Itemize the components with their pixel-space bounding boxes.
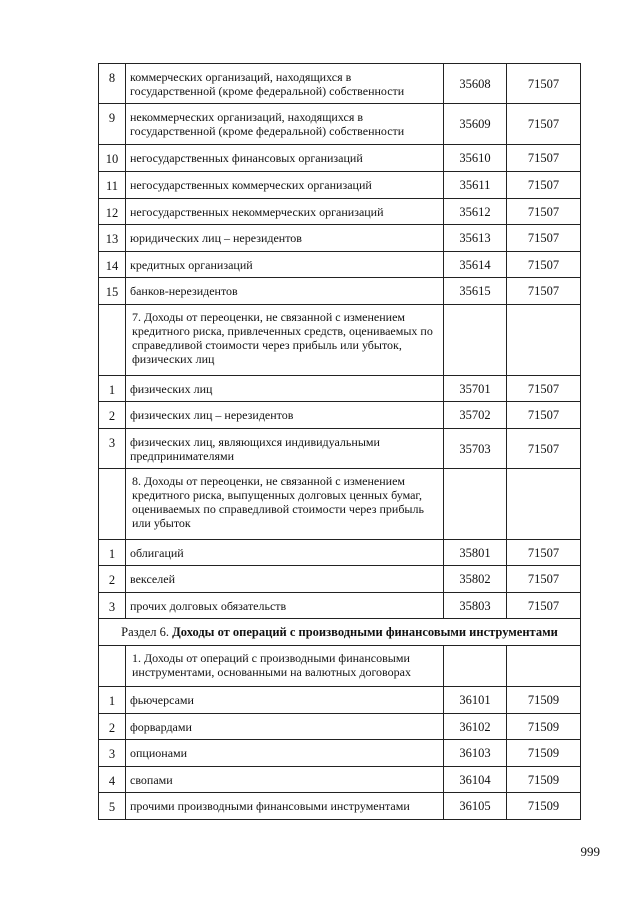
table-row (99, 145, 581, 172)
empty-cell (444, 305, 507, 376)
empty-cell (507, 646, 581, 687)
row-number: 9 (99, 104, 126, 145)
row-number: 3 (99, 593, 126, 619)
group-header-row (99, 305, 581, 376)
row-account: 71507 (507, 145, 581, 172)
empty-cell (99, 646, 126, 687)
row-name: свопами (126, 767, 444, 793)
row-number: 5 (99, 793, 126, 820)
row-name: форвардами (126, 714, 444, 740)
row-account: 71507 (507, 199, 581, 225)
row-account: 71507 (507, 225, 581, 252)
row-account: 71507 (507, 566, 581, 593)
empty-cell (99, 305, 126, 376)
row-code: 35803 (444, 593, 507, 619)
row-account: 71507 (507, 540, 581, 566)
row-code: 35703 (444, 429, 507, 469)
row-number: 13 (99, 225, 126, 252)
row-name: физических лиц (126, 376, 444, 402)
table-row (99, 172, 581, 199)
row-name: опционами (126, 740, 444, 767)
row-code: 35801 (444, 540, 507, 566)
row-name: некоммерческих организаций, находящихся в государственной (кроме федеральной) собственности (126, 104, 444, 145)
row-code: 35701 (444, 376, 507, 402)
row-account: 71507 (507, 172, 581, 199)
row-name: прочими производными финансовыми инструментами (126, 793, 444, 820)
table-row (99, 278, 581, 305)
table-row (99, 593, 581, 619)
row-account: 71509 (507, 767, 581, 793)
row-number: 14 (99, 252, 126, 278)
row-code: 36104 (444, 767, 507, 793)
table-row (99, 199, 581, 225)
table-row (99, 566, 581, 593)
row-account: 71509 (507, 740, 581, 767)
group-title: 1. Доходы от операций с производными финансовыми инструментами, основанными на валютных договорах (126, 646, 444, 687)
table-row (99, 740, 581, 767)
row-name: юридических лиц – нерезидентов (126, 225, 444, 252)
empty-cell (507, 469, 581, 540)
row-name: негосударственных некоммерческих организаций (126, 199, 444, 225)
row-number: 1 (99, 687, 126, 714)
row-code: 35609 (444, 104, 507, 145)
row-code: 36101 (444, 687, 507, 714)
row-number: 4 (99, 767, 126, 793)
row-number: 1 (99, 540, 126, 566)
row-name: банков-нерезидентов (126, 278, 444, 305)
row-code: 35612 (444, 199, 507, 225)
table-row (99, 429, 581, 469)
row-name: физических лиц, являющихся индивидуальными предпринимателями (126, 429, 444, 469)
row-name: негосударственных коммерческих организаций (126, 172, 444, 199)
row-account: 71507 (507, 104, 581, 145)
row-account: 71507 (507, 429, 581, 469)
page-number: 999 (580, 844, 600, 859)
row-code: 35610 (444, 145, 507, 172)
section-header-row (99, 619, 581, 646)
row-number: 1 (99, 376, 126, 402)
row-code: 35614 (444, 252, 507, 278)
row-number: 12 (99, 199, 126, 225)
row-number: 2 (99, 566, 126, 593)
row-code: 35702 (444, 402, 507, 429)
row-code: 35608 (444, 64, 507, 104)
table-row (99, 793, 581, 820)
row-account: 71507 (507, 402, 581, 429)
row-number: 11 (99, 172, 126, 199)
group-header-row (99, 469, 581, 540)
accounts-table (98, 63, 581, 820)
row-number: 3 (99, 740, 126, 767)
row-number: 10 (99, 145, 126, 172)
row-code: 35615 (444, 278, 507, 305)
row-name: физических лиц – нерезидентов (126, 402, 444, 429)
group-title: 7. Доходы от переоценки, не связанной с изменением кредитного риска, привлеченных средств, оцениваемых по справедливой стоимости через прибыль или убыток, физических лиц (126, 305, 444, 376)
row-code: 35802 (444, 566, 507, 593)
group-header-row (99, 646, 581, 687)
section-title: Доходы от операций с производными финансовыми инструментами (172, 625, 558, 639)
row-account: 71509 (507, 714, 581, 740)
row-account: 71507 (507, 252, 581, 278)
row-number: 8 (99, 64, 126, 104)
row-number: 2 (99, 714, 126, 740)
group-title: 8. Доходы от переоценки, не связанной с изменением кредитного риска, выпущенных долговых ценных бумаг, оцениваемых по справедливой стоимости через прибыль или убыток (126, 469, 444, 540)
row-name: векселей (126, 566, 444, 593)
row-account: 71507 (507, 278, 581, 305)
table-row (99, 64, 581, 104)
table-row (99, 714, 581, 740)
table-row (99, 252, 581, 278)
table-row (99, 225, 581, 252)
section-prefix: Раздел 6. (121, 625, 170, 639)
empty-cell (444, 646, 507, 687)
row-number: 15 (99, 278, 126, 305)
table-row (99, 104, 581, 145)
row-name: облигаций (126, 540, 444, 566)
row-name: негосударственных финансовых организаций (126, 145, 444, 172)
row-number: 2 (99, 402, 126, 429)
row-code: 36102 (444, 714, 507, 740)
row-name: прочих долговых обязательств (126, 593, 444, 619)
empty-cell (507, 305, 581, 376)
row-account: 71509 (507, 793, 581, 820)
row-code: 36103 (444, 740, 507, 767)
table-row (99, 540, 581, 566)
row-name: фьючерсами (126, 687, 444, 714)
table-row (99, 767, 581, 793)
row-number: 3 (99, 429, 126, 469)
row-account: 71507 (507, 64, 581, 104)
row-code: 36105 (444, 793, 507, 820)
empty-cell (444, 469, 507, 540)
row-code: 35611 (444, 172, 507, 199)
row-name: коммерческих организаций, находящихся в государственной (кроме федеральной) собственности (126, 64, 444, 104)
table-row (99, 376, 581, 402)
section-header (99, 619, 581, 646)
empty-cell (99, 469, 126, 540)
row-code: 35613 (444, 225, 507, 252)
row-name: кредитных организаций (126, 252, 444, 278)
row-account: 71507 (507, 376, 581, 402)
row-account: 71509 (507, 687, 581, 714)
table-row (99, 402, 581, 429)
row-account: 71507 (507, 593, 581, 619)
table-row (99, 687, 581, 714)
